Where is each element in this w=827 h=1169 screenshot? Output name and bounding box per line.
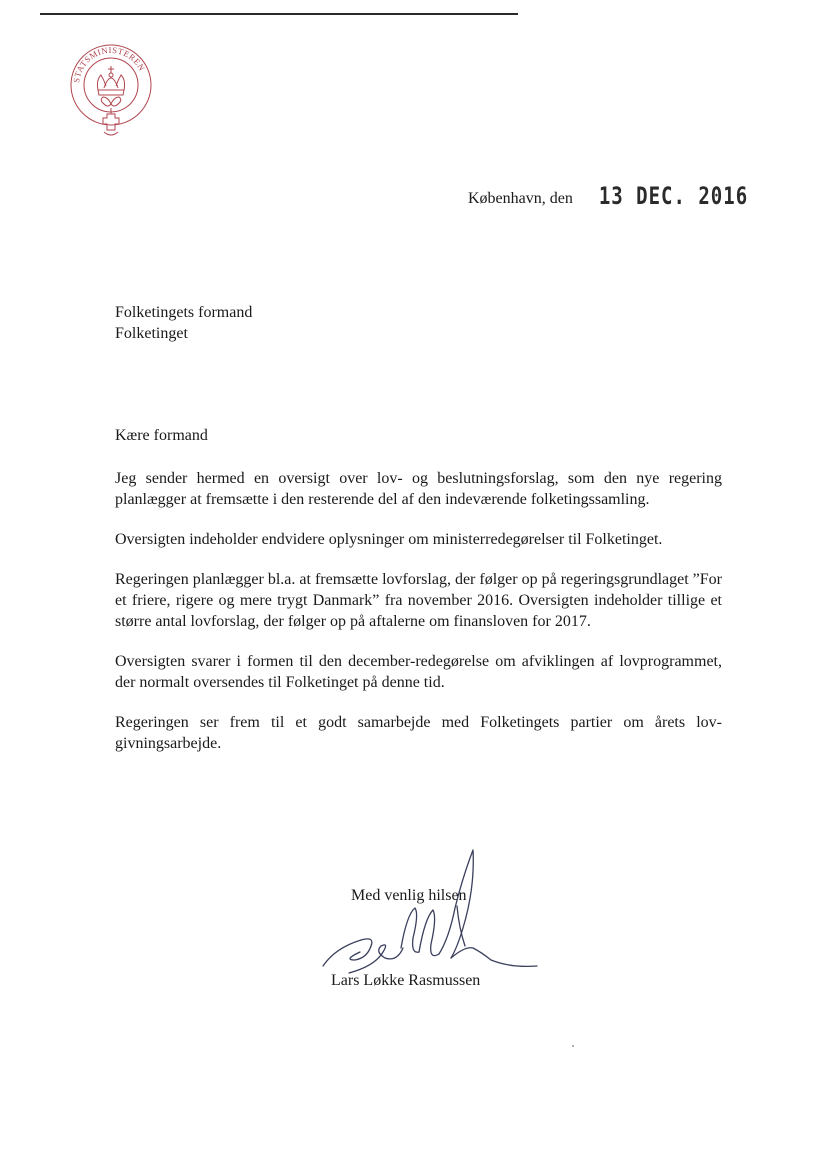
- svg-text:STATSMINISTEREN: [71, 45, 147, 83]
- body-paragraph: Regeringen planlægger bl.a. at fremsætte lovforslag, der følger op på regeringsgrundlaget ”For et friere, rigere og mere trygt Danmark” fra november 2016. Oversigten indeholder tillige et større antal lovforslag, der følger op på aftalerne om finansloven for 2017.: [115, 571, 722, 630]
- signer-name: Lars Løkke Rasmussen: [331, 972, 481, 989]
- date-stamp: 13 DEC. 2016: [598, 182, 749, 211]
- body-paragraph: Regeringen ser frem til et godt samarbejde med Folketingets partier om årets lovgivningsarbejde.: [115, 714, 722, 752]
- top-rule: [40, 13, 518, 15]
- recipient-line: Folketingets formand: [115, 304, 253, 321]
- body-paragraph: Oversigten svarer i formen til den december-redegørelse om afviklingen af lovprogrammet, der normalt oversendes til Folketinget på denne tid.: [115, 653, 722, 691]
- statsministeren-seal: [68, 42, 154, 142]
- dateline: [468, 182, 749, 211]
- seal-text: STATSMINISTEREN: [71, 44, 148, 84]
- handwritten-signature: [315, 848, 545, 988]
- letter-body: [115, 468, 722, 773]
- scan-speck: [572, 1045, 574, 1047]
- closing: Med venlig hilsen: [351, 887, 467, 904]
- body-paragraph: Oversigten indeholder endvidere oplysninger om ministerredegørelser til Folketinget.: [115, 531, 663, 548]
- salutation: Kære formand: [115, 427, 208, 444]
- recipient-block: [115, 302, 252, 344]
- recipient-line: Folketinget: [115, 325, 188, 342]
- place-label: København, den: [468, 190, 573, 207]
- body-paragraph: Jeg sender hermed en oversigt over lov- og beslutningsforslag, som den nye regering planlægger at fremsætte i den resterende del af den indeværende folketingssamling.: [115, 470, 722, 508]
